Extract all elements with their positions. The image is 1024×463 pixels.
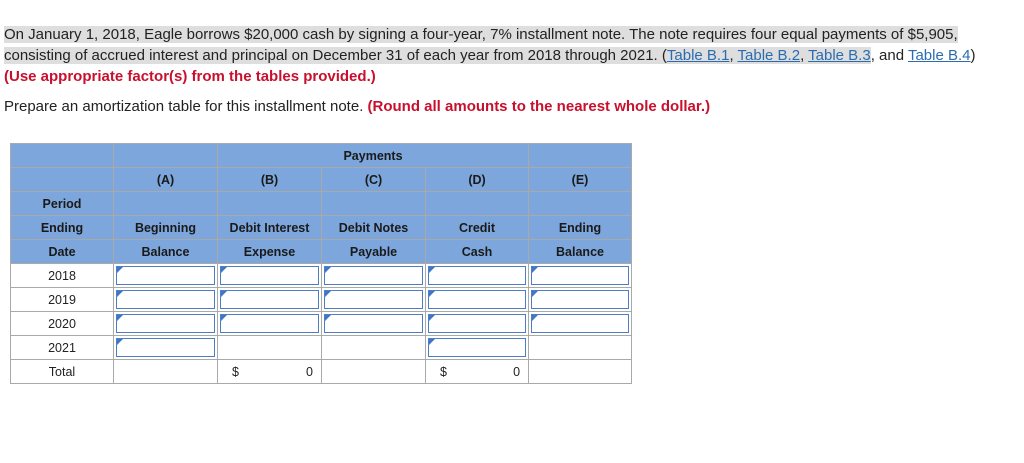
task-prompt: Prepare an amortization table for this installment note. (Round all amounts to the nearest whole dollar.)	[4, 98, 711, 115]
amortization-table	[10, 143, 632, 384]
header-blank	[114, 144, 218, 168]
header-blank	[322, 192, 426, 216]
input-beginning-balance[interactable]	[116, 314, 215, 333]
empty-cell	[322, 336, 426, 360]
period-header-line2: Ending	[11, 216, 114, 240]
header-blank	[11, 144, 114, 168]
input-cash[interactable]	[428, 338, 526, 357]
col-subheader-payable: Payable	[322, 240, 426, 264]
empty-cell	[114, 360, 218, 384]
input-cash[interactable]	[428, 314, 526, 333]
input-beginning-balance[interactable]	[116, 290, 215, 309]
col-header-beginning: Beginning	[114, 216, 218, 240]
currency-symbol: $	[232, 364, 239, 379]
total-row	[11, 360, 632, 384]
empty-cell	[529, 360, 632, 384]
col-subheader-expense: Expense	[218, 240, 322, 264]
input-cash[interactable]	[428, 290, 526, 309]
table-row	[11, 336, 632, 360]
col-letter-e: (E)	[529, 168, 632, 192]
input-notes-payable[interactable]	[324, 314, 423, 333]
total-interest-cell	[218, 360, 322, 384]
empty-cell	[218, 336, 322, 360]
total-cash-cell	[426, 360, 529, 384]
currency-symbol: $	[440, 364, 447, 379]
total-label: Total	[11, 360, 114, 384]
table-row	[11, 312, 632, 336]
input-beginning-balance[interactable]	[116, 266, 215, 285]
total-cash-value: 0	[513, 364, 521, 379]
problem-intro: On January 1, 2018, Eagle borrows $20,000 cash by signing a four-year, 7% installment note. The note requires four equal payments of $5,905, consisting of accrued interest and principal on December 31 of each year from 2018 through 2021. (	[4, 26, 958, 64]
table-row	[11, 264, 632, 288]
input-interest-expense[interactable]	[220, 314, 319, 333]
period-header-line3: Date	[11, 240, 114, 264]
col-letter-d: (D)	[426, 168, 529, 192]
link-table-b3[interactable]: Table B.3	[808, 47, 871, 64]
rounding-note: (Round all amounts to the nearest whole dollar.)	[367, 98, 711, 115]
header-blank	[529, 144, 632, 168]
link-table-b4[interactable]: Table B.4	[907, 47, 971, 64]
col-letter-a: (A)	[114, 168, 218, 192]
col-subheader-balance: Balance	[114, 240, 218, 264]
table-row	[11, 288, 632, 312]
col-letter-b: (B)	[218, 168, 322, 192]
row-period: 2018	[11, 264, 114, 288]
input-interest-expense[interactable]	[220, 266, 319, 285]
col-letter-c: (C)	[322, 168, 426, 192]
link-table-b1[interactable]: Table B.1	[666, 47, 730, 64]
col-subheader-balance: Balance	[529, 240, 632, 264]
col-header-ending: Ending	[529, 216, 632, 240]
input-notes-payable[interactable]	[324, 266, 423, 285]
payments-group-header: Payments	[218, 144, 529, 168]
input-notes-payable[interactable]	[324, 290, 423, 309]
link-table-b2[interactable]: Table B.2	[737, 47, 801, 64]
period-header-line1: Period	[11, 192, 114, 216]
col-header-debit-notes: Debit Notes	[322, 216, 426, 240]
header-blank	[114, 192, 218, 216]
header-blank	[529, 192, 632, 216]
col-subheader-cash: Cash	[426, 240, 529, 264]
header-blank	[218, 192, 322, 216]
problem-statement: On January 1, 2018, Eagle borrows $20,000 cash by signing a four-year, 7% installment note. The note requires four equal payments of $5,905, consisting of accrued interest and principal on December 31 of each year from 2018 through 2021. (Table B.1, Table B.2, Table B.3, and Table B.4) (Use appropriate factor(s) from the tables provided.)	[4, 26, 976, 85]
input-interest-expense[interactable]	[220, 290, 319, 309]
row-period: 2020	[11, 312, 114, 336]
input-cash[interactable]	[428, 266, 526, 285]
header-blank	[11, 168, 114, 192]
total-interest-value: 0	[306, 364, 313, 379]
input-ending-balance[interactable]	[531, 314, 629, 333]
instruction-note: (Use appropriate factor(s) from the tables provided.)	[4, 68, 376, 85]
row-period: 2021	[11, 336, 114, 360]
input-beginning-balance[interactable]	[116, 338, 215, 357]
col-header-debit-interest: Debit Interest	[218, 216, 322, 240]
input-ending-balance[interactable]	[531, 266, 629, 285]
header-blank	[426, 192, 529, 216]
row-period: 2019	[11, 288, 114, 312]
input-ending-balance[interactable]	[531, 290, 629, 309]
empty-cell	[529, 336, 632, 360]
col-header-credit: Credit	[426, 216, 529, 240]
empty-cell	[322, 360, 426, 384]
